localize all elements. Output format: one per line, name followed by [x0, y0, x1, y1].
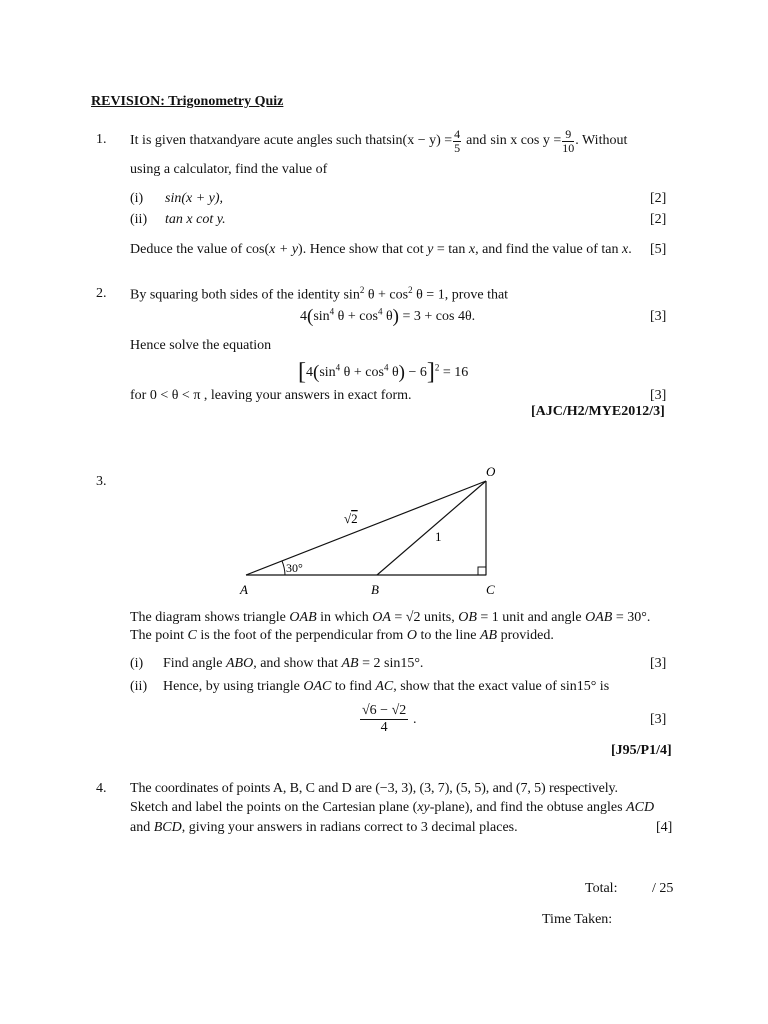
fraction-9-10: $\frac{9}{10}$: [562, 126, 575, 155]
question-4-line-1: The coordinates of points A, B, C and D are (−3, 3), (3, 7), (5, 5), and (7, 5) respectively.: [130, 781, 618, 796]
page-title: REVISION: Trigonometry Quiz: [91, 94, 284, 109]
q3-part-i-marks: [3]: [650, 656, 667, 671]
question-1-deduce-marks: [5]: [650, 242, 667, 257]
question-1-deduce: Deduce the value of cos(x + y). Hence show that cot y = tan x, and find the value of tan x.: [130, 242, 632, 257]
line-bo: [377, 481, 486, 575]
question-3-line-2: The point C is the foot of the perpendicular from O to the line AB provided.: [130, 628, 554, 643]
question-2-identity: $4(\sin^4$ $\theta + \cos^4 \theta) = 3 + \cos 4\theta$.: [300, 306, 476, 327]
question-2-source: [AJC/H2/MYE2012/3]: [531, 404, 665, 419]
label-a: A: [240, 582, 248, 597]
time-taken-label: Time Taken:: [542, 912, 613, 927]
question-2-line-1: By squaring both sides of the identity $\sin^2 \theta + \cos^2 \theta = 1$, prove that: [130, 285, 509, 303]
question-2-equation: [$4(\sin^4$ $\theta + \cos^4 \theta) - 6]^2 = 16$: [298, 359, 469, 385]
question-3-source: [J95/P1/4]: [611, 743, 672, 758]
label-oa-length: √2: [344, 511, 358, 526]
triangle-diagram: [230, 460, 510, 600]
label-b: B: [371, 582, 379, 597]
q3-part-ii-text: Hence, by using triangle OAC to find AC, show that the exact value of sin15° is: [163, 679, 610, 694]
question-2-number: 2.: [96, 286, 107, 301]
q1-part-i-text: sin(x + y),: [165, 191, 224, 206]
q3-part-i-text: Find angle ABO, and show that AB = 2 sin15°.: [163, 656, 424, 671]
sin-x-cos-y: sin x cos y =: [490, 132, 562, 148]
question-2-hence: Hence solve the equation: [130, 338, 272, 353]
q1-part-ii-marks: [2]: [650, 212, 667, 227]
q3-part-i-label: (i): [130, 656, 144, 671]
question-4-line-3: and BCD, giving your answers in radians correct to 3 decimal places.: [130, 820, 518, 835]
q1-part-ii-label: (ii): [130, 212, 148, 227]
question-4-line-2: Sketch and label the points on the Cartesian plane (xy-plane), and find the obtuse angles ACD: [130, 800, 655, 815]
sin15-fraction-dot: .: [413, 712, 417, 727]
sin-x-minus-y: sin(x − y) =: [386, 132, 453, 148]
label-angle-30: 30°: [286, 561, 303, 575]
q1-part-ii-text: tan x cot y.: [165, 212, 226, 227]
q3-part-ii-label: (ii): [130, 679, 148, 694]
total-label: Total:: [585, 881, 618, 896]
fraction-4-5: $\frac{4}{5}$: [454, 126, 461, 155]
question-3-line-1: The diagram shows triangle OAB in which OA = √2 units, OB = 1 unit and angle OAB = 30°.: [130, 610, 651, 625]
right-angle-marker: [478, 567, 486, 575]
question-4-marks: [4]: [656, 820, 673, 835]
q1-part-i-marks: [2]: [650, 191, 667, 206]
label-ob-length: 1: [435, 529, 442, 544]
question-2-range-marks: [3]: [650, 388, 667, 403]
question-3-number: 3.: [96, 474, 107, 489]
label-o: O: [486, 464, 496, 479]
question-4-number: 4.: [96, 781, 107, 796]
line-ao: [246, 481, 486, 575]
question-2-identity-marks: [3]: [650, 309, 667, 324]
question-1-line-1: It is given that x and y are acute angles such that sin(x − y) = $\frac{4}{5}$ and sin x cos y = $\frac{9}{10}$ . Without: [130, 126, 628, 155]
q1-part-i-label: (i): [130, 191, 144, 206]
angle-arc: [282, 561, 285, 575]
question-1-number: 1.: [96, 132, 107, 147]
question-1-line-2: using a calculator, find the value of: [130, 162, 328, 177]
q3-part-ii-marks: [3]: [650, 712, 667, 727]
total-value: / 25: [652, 881, 674, 896]
label-c: C: [486, 582, 495, 597]
question-2-range: for 0 < θ < π , leaving your answers in exact form.: [130, 388, 412, 403]
sin15-exact-fraction: √6 − √2 4: [362, 703, 407, 736]
